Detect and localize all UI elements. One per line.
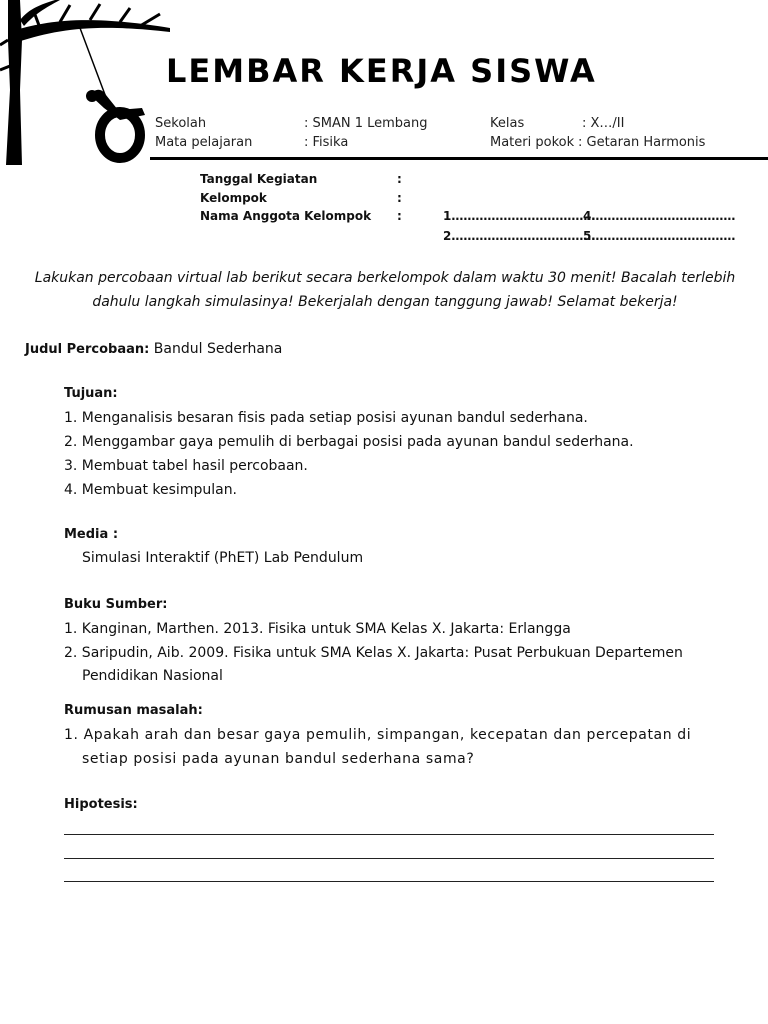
subject-value: : Fisika xyxy=(304,135,349,150)
experiment-title-label: Judul Percobaan: xyxy=(25,342,150,357)
intro-instructions: Lakukan percobaan virtual lab berikut secara berkelompok dalam waktu 30 menit! Bacalah terlebih dahulu langkah simulasinya! Bekerjalah dengan tanggung jawab! Selamat bekerja! xyxy=(34,270,736,310)
member-blank-4[interactable]: 4……………………………… xyxy=(583,209,736,223)
problem-line-2: setiap posisi pada ayunan bandul sederhana sama? xyxy=(82,751,475,767)
source-item-2: 2. Saripudin, Aib. 2009. Fisika untuk SMA Kelas X. Jakarta: Pusat Perbukuan Departemen xyxy=(64,645,683,661)
hypothesis-line-2[interactable] xyxy=(64,858,714,859)
tujuan-item: 3. Membuat tabel hasil percobaan. xyxy=(64,458,308,474)
media-value: Simulasi Interaktif (PhET) Lab Pendulum xyxy=(82,550,364,566)
class-value: : X…/II xyxy=(582,116,625,131)
member-blank-2[interactable]: 2……………………………… xyxy=(443,229,596,243)
tujuan-item: 1. Menganalisis besaran fisis pada setiap posisi ayunan bandul sederhana. xyxy=(64,410,588,426)
date-colon: : xyxy=(397,172,402,186)
hypothesis-heading: Hipotesis: xyxy=(64,797,138,812)
source-item-2-cont: Pendidikan Nasional xyxy=(82,668,223,684)
school-label: Sekolah xyxy=(155,116,207,131)
member-blank-5[interactable]: 5……………………………… xyxy=(583,229,736,243)
source-item-1: 1. Kanginan, Marthen. 2013. Fisika untuk SMA Kelas X. Jakarta: Erlangga xyxy=(64,621,571,637)
problem-line-1: 1. Apakah arah dan besar gaya pemulih, simpangan, kecepatan dan percepatan di xyxy=(64,727,692,743)
tujuan-item: 4. Membuat kesimpulan. xyxy=(64,482,238,498)
experiment-title xyxy=(25,337,282,362)
tujuan-list xyxy=(64,406,634,502)
media-heading: Media : xyxy=(64,527,119,542)
hypothesis-line-3[interactable] xyxy=(64,881,714,882)
page-title: LEMBAR KERJA SISWA xyxy=(166,52,597,90)
tujuan-heading: Tujuan: xyxy=(64,386,118,401)
members-label: Nama Anggota Kelompok xyxy=(200,209,372,223)
date-label: Tanggal Kegiatan xyxy=(200,172,318,186)
problem-heading: Rumusan masalah: xyxy=(64,703,203,718)
group-colon: : xyxy=(397,191,402,205)
subject-label: Mata pelajaran xyxy=(155,135,253,150)
sources-heading: Buku Sumber: xyxy=(64,597,168,612)
school-value: : SMAN 1 Lembang xyxy=(304,116,428,131)
experiment-title-value: Bandul Sederhana xyxy=(149,341,283,357)
group-label: Kelompok xyxy=(200,191,267,205)
tujuan-item: 2. Menggambar gaya pemulih di berbagai posisi pada ayunan bandul sederhana. xyxy=(64,434,634,450)
hypothesis-line-1[interactable] xyxy=(64,834,714,835)
members-colon: : xyxy=(397,209,402,223)
header-divider xyxy=(150,157,768,160)
topic-label: Materi pokok xyxy=(490,135,575,150)
member-blank-1[interactable]: 1……………………………… xyxy=(443,209,596,223)
class-label: Kelas xyxy=(490,116,525,131)
topic-value: : Getaran Harmonis xyxy=(578,135,706,150)
